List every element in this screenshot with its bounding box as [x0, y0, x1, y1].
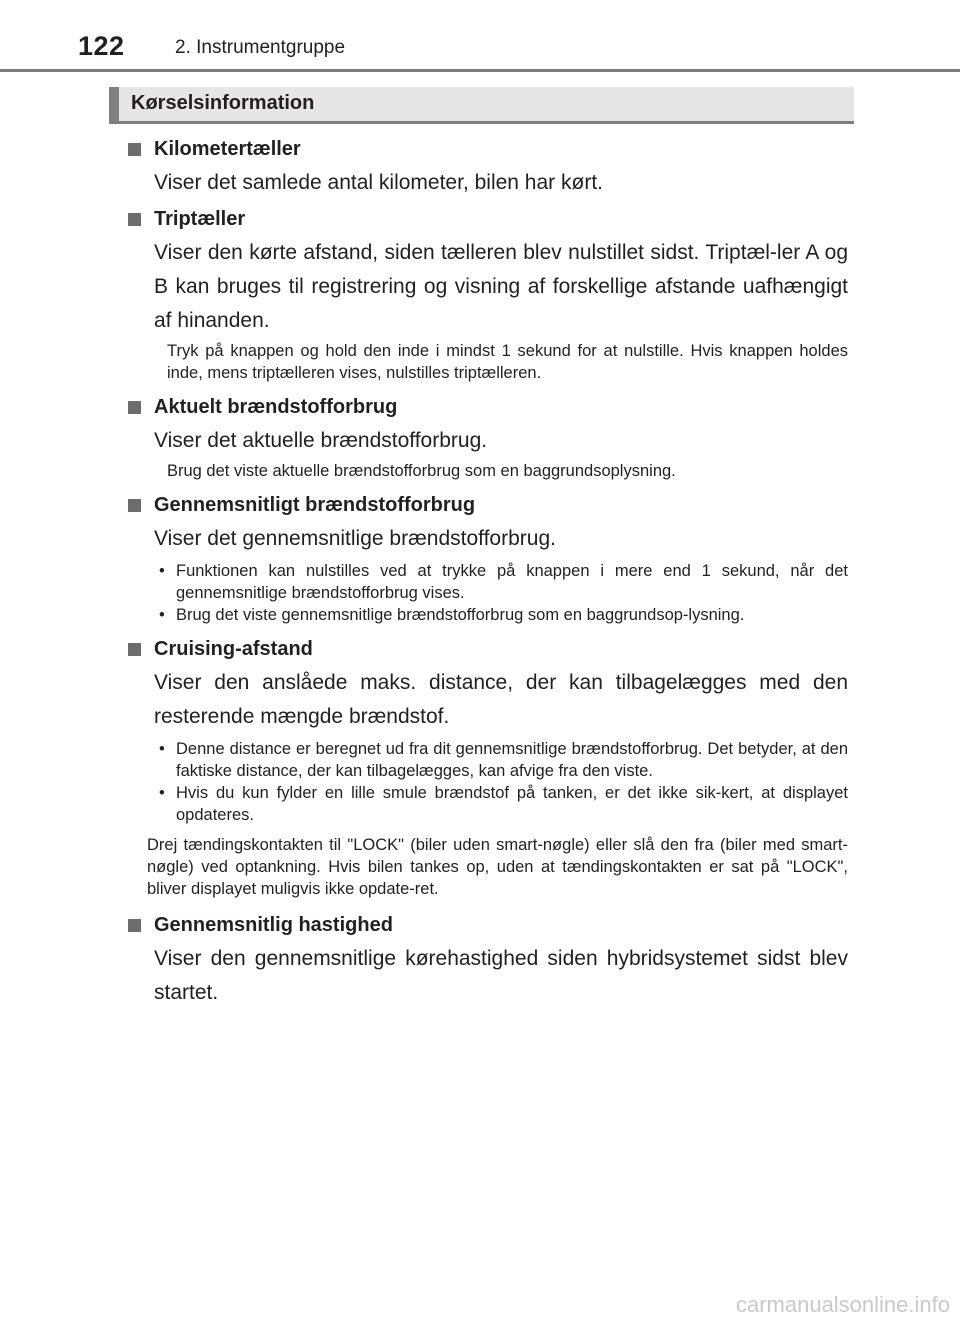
item-heading-text: Cruising-afstand	[154, 637, 313, 660]
item-note: Brug det viste aktuelle brændstofforbrug som en baggrundsoplysning.	[167, 462, 676, 480]
bullet-text: Denne distance er beregnet ud fra dit gennemsnitlige brændstofforbrug. Det betyder, at den faktiske distance, der kan tilbagelægges, kan afvige fra den viste.	[176, 740, 848, 780]
bullet-item: • Hvis du kun fylder en lille smule brændstof på tanken, er det ikke sik-kert, at displayet opdateres.	[159, 784, 848, 824]
item-paragraph: Drej tændingskontakten til "LOCK" (biler uden smart-nøgle) eller slå den fra (biler med smart-nøgle) ved optankning. Hvis bilen tankes op, uden at tændingskontakten er sat på "LOCK", bliver displayet muligvis ikke opdate-ret.	[147, 836, 848, 898]
square-bullet-icon	[128, 143, 141, 156]
section-accent-bar	[109, 87, 119, 124]
square-bullet-icon	[128, 499, 141, 512]
item-heading	[128, 204, 848, 234]
item-heading	[128, 490, 848, 520]
item-average-fuel	[128, 490, 848, 626]
item-description: Viser den kørte afstand, siden tælleren blev nulstillet sidst. Triptæl-ler A og B kan bruges til registrering og visning af forskellige afstande uafhængigt af hinanden.	[154, 241, 848, 332]
section-title: Kørselsinformation	[131, 92, 315, 114]
square-bullet-icon	[128, 643, 141, 656]
item-description: Viser den anslåede maks. distance, der kan tilbagelægges med den resterende mængde brændstof.	[154, 671, 848, 728]
section-heading-box	[109, 87, 854, 124]
item-heading	[128, 634, 848, 664]
square-bullet-icon	[128, 401, 141, 414]
header-rule	[0, 69, 960, 72]
item-heading-text: Aktuelt brændstofforbrug	[154, 395, 398, 418]
item-current-fuel	[128, 392, 848, 482]
square-bullet-icon	[128, 919, 141, 932]
bullet-text: Hvis du kun fylder en lille smule brændstof på tanken, er det ikke sik-kert, at displayet opdateres.	[176, 784, 848, 824]
content	[128, 134, 848, 1010]
item-description: Viser det aktuelle brændstofforbrug.	[154, 429, 488, 452]
item-description: Viser den gennemsnitlige kørehastighed siden hybridsystemet sidst blev startet.	[154, 947, 848, 1004]
item-tripmeter	[128, 204, 848, 384]
item-heading-text: Gennemsnitligt brændstofforbrug	[154, 493, 476, 516]
chapter-title: 2. Instrumentgruppe	[175, 37, 346, 58]
item-heading-text: Kilometertæller	[154, 137, 301, 160]
page-number: 122	[78, 31, 125, 61]
bullet-list	[159, 560, 848, 626]
bullet-item: • Denne distance er beregnet ud fra dit gennemsnitlige brændstofforbrug. Det betyder, at den faktiske distance, der kan tilbagelægges, kan afvige fra den viste.	[159, 740, 848, 780]
bullet-text: Brug det viste gennemsnitlige brændstofforbrug som en baggrundsop-lysning.	[176, 606, 745, 624]
item-average-speed	[128, 910, 848, 1010]
item-cruising-range	[128, 634, 848, 900]
bullet-text: Funktionen kan nulstilles ved at trykke på knappen i mere end 1 sekund, når det gennemsnitlige brændstofforbrug vises.	[176, 562, 848, 602]
square-bullet-icon	[128, 213, 141, 226]
item-description: Viser det gennemsnitlige brændstofforbrug.	[154, 527, 556, 550]
item-heading-text: Triptæller	[154, 207, 246, 230]
item-description: Viser det samlede antal kilometer, bilen har kørt.	[154, 171, 603, 194]
item-heading	[128, 910, 848, 940]
bullet-item: • Funktionen kan nulstilles ved at trykke på knappen i mere end 1 sekund, når det gennemsnitlige brændstofforbrug vises.	[159, 562, 848, 602]
item-note: Tryk på knappen og hold den inde i mindst 1 sekund for at nulstille. Hvis knappen holdes inde, mens triptælleren vises, nulstilles triptælleren.	[167, 342, 848, 382]
item-heading-text: Gennemsnitlig hastighed	[154, 913, 393, 936]
item-heading	[128, 392, 848, 422]
item-heading	[128, 134, 848, 164]
bullet-list	[159, 738, 848, 826]
item-odometer	[128, 134, 848, 200]
watermark: carmanualsonline.info	[735, 1292, 950, 1317]
bullet-item: • Brug det viste gennemsnitlige brændstofforbrug som en baggrundsop-lysning.	[159, 606, 745, 624]
